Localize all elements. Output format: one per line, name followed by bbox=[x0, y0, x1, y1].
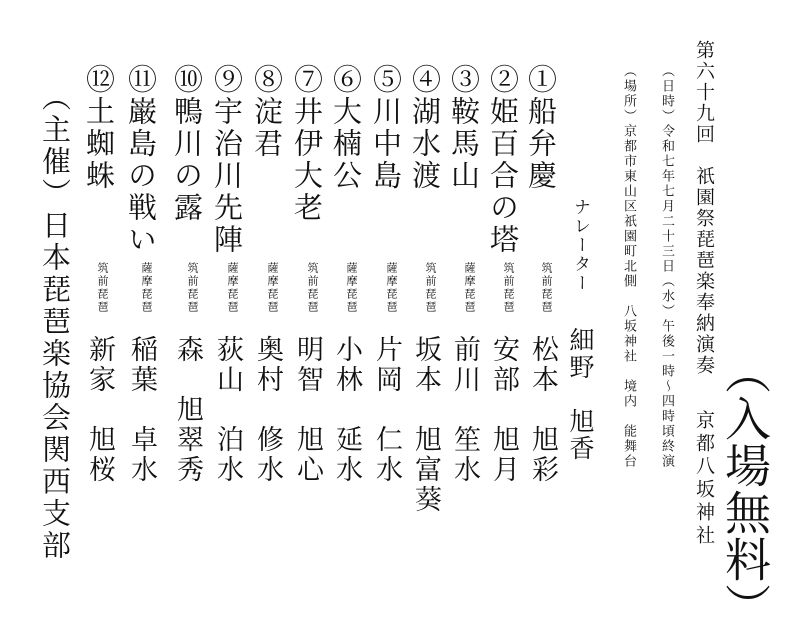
program-title: ⑫土蜘蛛 bbox=[82, 64, 116, 192]
program-school: 筑前琵琶 bbox=[306, 262, 319, 314]
program-school: 筑前琵琶 bbox=[540, 262, 553, 314]
program-school: 薩摩琵琶 bbox=[385, 262, 398, 314]
event-title: 第六十九回 祇園祭琵琶楽奉納演奏 bbox=[693, 40, 715, 376]
program-performer: 稲葉 卓水 bbox=[126, 335, 157, 485]
program-school: 薩摩琵琶 bbox=[345, 262, 358, 314]
program-school: 薩摩琵琶 bbox=[226, 262, 239, 314]
program-school: 薩摩琵琶 bbox=[463, 262, 476, 314]
program-school: 筑前琵琶 bbox=[96, 262, 109, 314]
event-place: （場所）京都市東山区祇園町北側 八坂神社 境内 能舞台 bbox=[621, 64, 636, 469]
host-organization: （主催）日本琵琶楽協会関西支部 bbox=[38, 82, 72, 562]
program-performer: 奥村 修水 bbox=[252, 335, 283, 485]
program-title: ⑧淀君 bbox=[250, 64, 284, 160]
event-date: （日時）令和七年七月二十三日（水）午後一時〜四時頃終演 bbox=[659, 64, 674, 469]
program-school: 筑前琵琶 bbox=[502, 262, 515, 314]
narrator-role: ナレーター bbox=[570, 198, 590, 293]
program-title: ③鞍馬山 bbox=[447, 64, 481, 192]
program-title: ⑨宇治川先陣 bbox=[210, 64, 244, 256]
program-performer: 前川 笙水 bbox=[449, 335, 480, 485]
narrator-name: 細野 旭香 bbox=[566, 327, 595, 462]
program-performer: 片岡 仁水 bbox=[371, 335, 402, 485]
program-performer: 小林 延水 bbox=[331, 335, 362, 485]
program-title: ④湖水渡 bbox=[408, 64, 442, 192]
free-admission-label: （入場無料） bbox=[718, 348, 772, 630]
program-school: 筑前琵琶 bbox=[424, 262, 437, 314]
program-performer: 新家 旭桜 bbox=[84, 335, 115, 485]
program-title: ⑪巌島の戦い bbox=[124, 64, 158, 256]
program-school: 薩摩琵琶 bbox=[140, 262, 153, 314]
program-title: ⑤川中島 bbox=[369, 64, 403, 192]
program-performer: 安部 旭月 bbox=[488, 335, 519, 485]
event-venue: 京都八坂神社 bbox=[693, 410, 715, 548]
program-performer: 坂本 旭富葵 bbox=[410, 335, 441, 515]
program-title: ⑦井伊大老 bbox=[290, 64, 324, 224]
program-title: ⑩鴨川の露 bbox=[170, 64, 204, 224]
program-title: ②姫百合の塔 bbox=[486, 64, 520, 256]
program-title: ⑥大楠公 bbox=[329, 64, 363, 192]
program-title: ①船弁慶 bbox=[524, 64, 558, 192]
program-school: 筑前琵琶 bbox=[186, 262, 199, 314]
program-performer: 明智 旭心 bbox=[292, 335, 323, 485]
program-performer: 荻山 泊水 bbox=[212, 335, 243, 485]
program-school: 薩摩琵琶 bbox=[266, 262, 279, 314]
program-performer: 松本 旭彩 bbox=[527, 335, 558, 485]
program-performer: 森 旭翠秀 bbox=[172, 335, 203, 485]
